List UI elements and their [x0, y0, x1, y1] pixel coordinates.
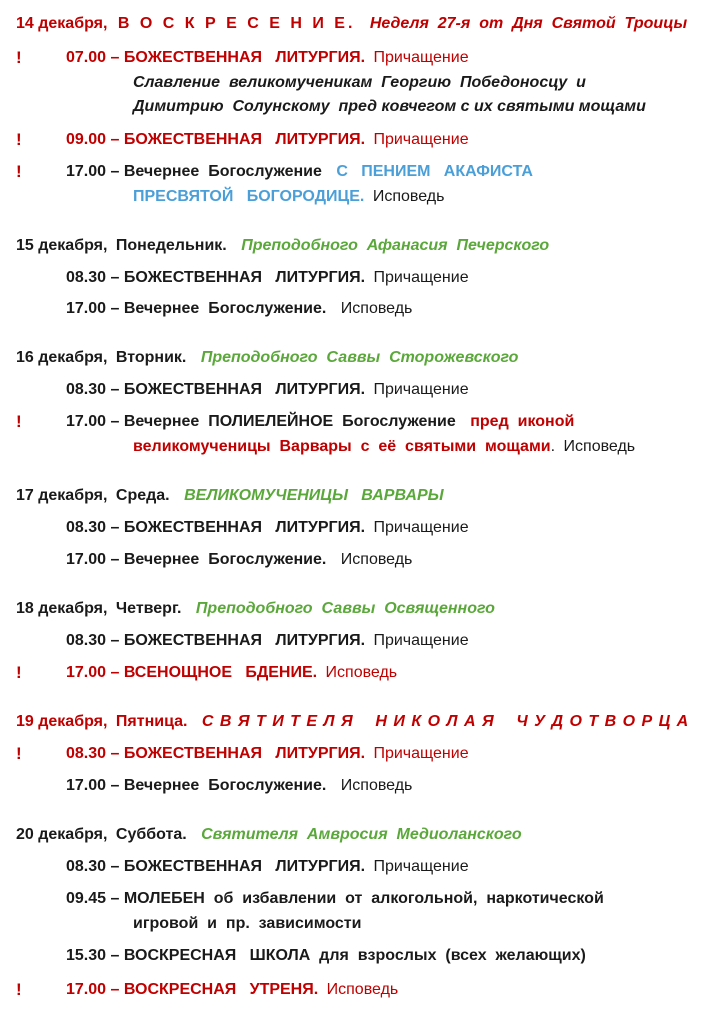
service-time: 17.00 – [66, 300, 120, 317]
service-time: 08.30 – [66, 858, 120, 875]
day-header-17 [16, 486, 444, 506]
service-time: 15.30 – [66, 947, 120, 964]
day-date: 14 декабря, [16, 15, 108, 32]
schedule-item [66, 889, 604, 909]
service-name: БОЖЕСТВЕННАЯ ЛИТУРГИЯ. [123, 269, 366, 286]
day-feast: Святителя Амвросия Медиоланского [201, 826, 522, 843]
schedule-item [66, 663, 397, 683]
service-note: Исповедь [563, 438, 636, 455]
service-note: Причащение [373, 49, 469, 66]
service-name: БОЖЕСТВЕННАЯ ЛИТУРГИЯ. [123, 49, 366, 66]
day-header-14 [16, 14, 687, 34]
service-time: 08.30 – [66, 269, 120, 286]
service-note: Причащение [373, 745, 469, 762]
important-mark: ! [16, 663, 22, 682]
day-header-19 [16, 712, 689, 732]
day-feast: ВЕЛИКОМУЧЕНИЦЫ ВАРВАРЫ [184, 487, 444, 504]
relic-text: великомученицы Варвары с её святыми мощами [133, 438, 551, 455]
day-date: 20 декабря, [16, 826, 108, 843]
day-feast: Преподобного Саввы Сторожевского [200, 349, 519, 366]
day-feast: Преподобного Саввы Освященного [195, 600, 495, 617]
schedule-item [66, 299, 412, 319]
day-header-16 [16, 348, 518, 368]
service-name: БОЖЕСТВЕННАЯ ЛИТУРГИЯ. [123, 745, 366, 762]
service-note: Исповедь [372, 188, 445, 205]
day-weekday: Суббота. [115, 826, 187, 843]
service-name: БОЖЕСТВЕННАЯ ЛИТУРГИЯ. [123, 131, 366, 148]
service-name: МОЛЕБЕН об избавлении от алкогольной, наркотической [123, 890, 604, 907]
service-name: ВОСКРЕСНАЯ ШКОЛА для взрослых (всех желающих) [123, 947, 586, 964]
important-mark: ! [16, 130, 22, 149]
service-extra: Славление великомученикам Георгию Победоносцу и [133, 74, 586, 91]
service-note: Исповедь [340, 300, 413, 317]
day-weekday: Вторник. [115, 349, 187, 366]
service-note: Причащение [373, 632, 469, 649]
service-note: Причащение [373, 381, 469, 398]
day-weekday: Понедельник. [115, 237, 227, 254]
service-time: 17.00 – [66, 981, 120, 998]
service-name: БОЖЕСТВЕННАЯ ЛИТУРГИЯ. [123, 632, 366, 649]
day-weekday: В О С К Р Е С Е Н И Е. [117, 15, 356, 32]
schedule-item [66, 857, 469, 877]
service-name: БОЖЕСТВЕННАЯ ЛИТУРГИЯ. [123, 381, 366, 398]
important-mark: ! [16, 48, 22, 67]
schedule-item [66, 130, 469, 150]
day-feast: Неделя 27-я от Дня Святой Троицы [369, 15, 688, 32]
service-name: Вечернее Богослужение. [123, 777, 327, 794]
service-name: Вечернее ПОЛИЕЛЕЙНОЕ Богослужение [123, 413, 456, 430]
service-time: 17.00 – [66, 551, 120, 568]
akathist-text: ПРЕСВЯТОЙ БОГОРОДИЦЕ [133, 188, 360, 205]
service-time: 17.00 – [66, 163, 120, 180]
service-note: Причащение [373, 269, 469, 286]
important-mark: ! [16, 980, 22, 999]
important-mark: ! [16, 162, 22, 181]
service-time: 17.00 – [66, 664, 120, 681]
important-mark: ! [16, 744, 22, 763]
service-note: Исповедь [325, 664, 398, 681]
schedule-item-continuation: ПРЕСВЯТОЙ БОГОРОДИЦЕ. Исповедь [133, 188, 445, 205]
service-time: 08.30 – [66, 519, 120, 536]
day-date: 19 декабря, [16, 713, 108, 730]
service-note: Причащение [373, 131, 469, 148]
day-date: 16 декабря, [16, 349, 108, 366]
service-extra: Димитрию Солунскому пред ковчегом с их святыми мощами [133, 98, 646, 115]
schedule-item [66, 48, 469, 68]
day-feast: Преподобного Афанасия Печерского [241, 237, 550, 254]
day-date: 15 декабря, [16, 237, 108, 254]
service-time: 08.30 – [66, 745, 120, 762]
service-name: Вечернее Богослужение. [123, 551, 327, 568]
service-name: Вечернее Богослужение [123, 163, 322, 180]
day-weekday: Пятница. [115, 713, 188, 730]
day-date: 17 декабря, [16, 487, 108, 504]
schedule-item [66, 744, 469, 764]
service-time: 09.00 – [66, 131, 120, 148]
service-note: Причащение [373, 519, 469, 536]
akathist-text: С ПЕНИЕМ АКАФИСТА [336, 163, 533, 180]
day-header-20 [16, 825, 522, 845]
day-weekday: Среда. [115, 487, 170, 504]
service-time: 17.00 – [66, 777, 120, 794]
service-time: 08.30 – [66, 381, 120, 398]
schedule-item [66, 380, 469, 400]
day-header-18 [16, 599, 495, 619]
relic-text: пред иконой [470, 413, 575, 430]
schedule-item [66, 162, 533, 182]
service-note: Исповедь [326, 981, 399, 998]
service-time: 08.30 – [66, 632, 120, 649]
service-time: 09.45 – [66, 890, 120, 907]
schedule-item [66, 518, 469, 538]
service-note: Исповедь [340, 551, 413, 568]
schedule-item [66, 268, 469, 288]
day-header-15 [16, 236, 549, 256]
service-name: ВОСКРЕСНАЯ УТРЕНЯ. [123, 981, 319, 998]
schedule-item [66, 550, 412, 570]
schedule-item-continuation: игровой и пр. зависимости [133, 915, 362, 932]
schedule-item-continuation: великомученицы Варвары с её святыми мощами. Исповедь [133, 438, 636, 455]
service-note: Причащение [373, 858, 469, 875]
schedule-item [66, 631, 469, 651]
day-weekday: Четверг. [115, 600, 182, 617]
day-date: 18 декабря, [16, 600, 108, 617]
schedule-item [66, 946, 586, 966]
service-time: 07.00 – [66, 49, 120, 66]
day-feast: С В Я Т И Т Е Л Я Н И К О Л А Я Ч У Д О Т В О Р Ц А [201, 713, 690, 730]
service-name: Вечернее Богослужение. [123, 300, 327, 317]
service-name: БОЖЕСТВЕННАЯ ЛИТУРГИЯ. [123, 858, 366, 875]
service-time: 17.00 – [66, 413, 120, 430]
service-name: БОЖЕСТВЕННАЯ ЛИТУРГИЯ. [123, 519, 366, 536]
schedule-item [66, 412, 574, 432]
important-mark: ! [16, 412, 22, 431]
schedule-item [66, 980, 398, 1000]
schedule-item [66, 776, 412, 796]
service-name: ВСЕНОЩНОЕ БДЕНИЕ. [123, 664, 318, 681]
service-note: Исповедь [340, 777, 413, 794]
